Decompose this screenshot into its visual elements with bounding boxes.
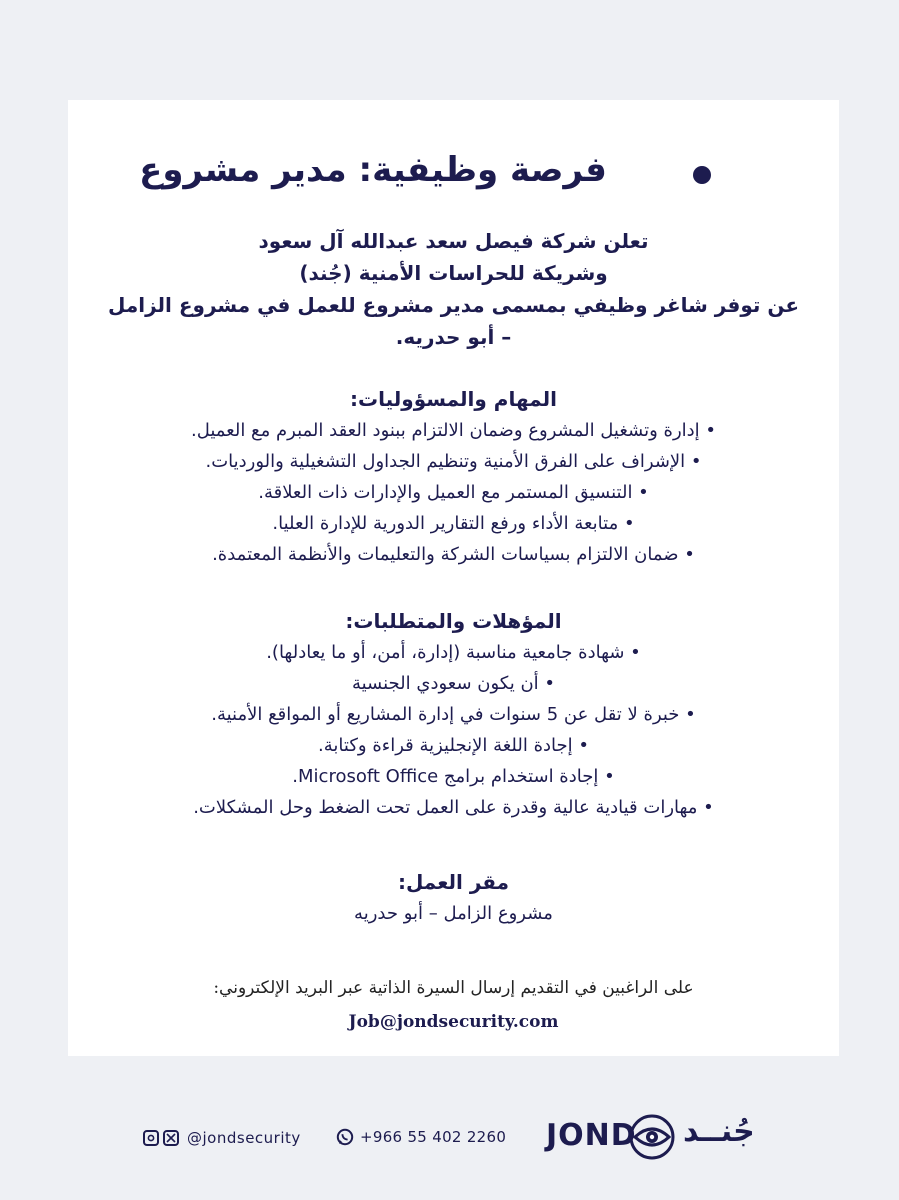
x-icon[interactable]	[163, 1130, 179, 1146]
apply-note: على الراغبين في التقديم إرسال السيرة الذاتية عبر البريد الإلكتروني:	[213, 978, 694, 998]
duties-heading: المهام والمسؤوليات:	[350, 387, 557, 411]
intro-line: وشريكة للحراسات الأمنية (جُند)	[299, 261, 608, 285]
qualifications-heading: المؤهلات والمتطلبات:	[345, 609, 562, 633]
social-links	[143, 1128, 301, 1148]
social-handle[interactable]: @jondsecurity	[187, 1129, 301, 1147]
title-bullet-icon	[693, 166, 711, 184]
logo-latin: JOND	[546, 1118, 637, 1153]
list-item: • شهادة جامعية مناسبة (إدارة، أمن، أو ما يعادلها).	[266, 642, 641, 663]
whatsapp-icon[interactable]	[336, 1128, 354, 1146]
location-heading: مقر العمل:	[397, 870, 510, 894]
page-title: فرصة وظيفية: مدير مشروع	[139, 150, 607, 190]
list-item: • خبرة لا تقل عن 5 سنوات في إدارة المشاريع أو المواقع الأمنية.	[211, 704, 696, 725]
duties-section	[98, 383, 809, 570]
location-value: مشروع الزامل – أبو حدريه	[354, 903, 553, 924]
title-row	[68, 150, 839, 210]
phone-number[interactable]: +966 55 402 2260	[360, 1128, 507, 1146]
list-item: • ضمان الالتزام بسياسات الشركة والتعليمات والأنظمة المعتمدة.	[212, 544, 695, 565]
logo-arabic: جُنــد	[683, 1114, 755, 1149]
instagram-icon[interactable]	[143, 1130, 159, 1146]
intro-block	[88, 225, 819, 353]
eye-logo-icon	[627, 1112, 677, 1162]
list-item: • مهارات قيادية عالية وقدرة على العمل تحت الضغط وحل المشكلات.	[193, 797, 714, 818]
intro-line: تعلن شركة فيصل سعد عبدالله آل سعود	[258, 229, 649, 253]
intro-line: عن توفر شاغر وظيفي بمسمى مدير مشروع للعمل في مشروع الزامل	[107, 293, 799, 317]
email-link[interactable]: Job@jondsecurity.com	[348, 1012, 559, 1032]
job-post-card	[68, 100, 839, 1056]
intro-line: – أبو حدريه.	[395, 325, 512, 349]
list-item: • التنسيق المستمر مع العميل والإدارات ذات العلاقة.	[258, 482, 649, 503]
list-item: • أن يكون سعودي الجنسية	[351, 673, 556, 694]
list-item: • متابعة الأداء ورفع التقارير الدورية للإدارة العليا.	[272, 513, 635, 534]
list-item: • إجادة استخدام برامج Microsoft Office.	[292, 766, 615, 787]
footer-bar	[0, 1112, 899, 1164]
list-item: • إجادة اللغة الإنجليزية قراءة وكتابة.	[318, 735, 589, 756]
location-section	[98, 866, 809, 929]
list-item: • إدارة وتشغيل المشروع وضمان الالتزام ببنود العقد المبرم مع العميل.	[190, 420, 717, 441]
list-item: • الإشراف على الفرق الأمنية وتنظيم الجداول التشغيلية والورديات.	[205, 451, 702, 472]
qualifications-section	[98, 605, 809, 823]
phone-contact	[336, 1128, 506, 1146]
